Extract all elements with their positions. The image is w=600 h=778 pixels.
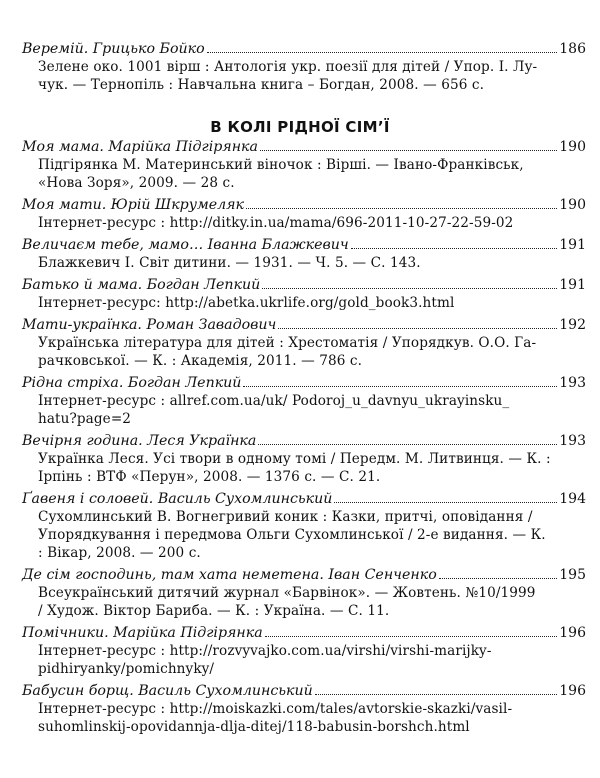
entry-source	[38, 392, 586, 428]
entry-title: Вечірня година. Леся Українка	[22, 433, 257, 449]
source-line: Сухомлинський В. Вогнегривий коник : Казки, притчі, оповідання /	[38, 509, 533, 525]
page-number: 190	[559, 197, 586, 213]
source-line: : Вікар, 2008. — 200 с.	[38, 545, 201, 561]
toc-entry	[22, 316, 586, 370]
entry-source	[38, 156, 586, 192]
entry-source	[38, 214, 586, 232]
entry-title: Моя мати. Юрій Шкрумеляк	[22, 197, 245, 213]
toc-entry	[22, 236, 586, 272]
entry-title: Бабусин борщ. Василь Сухомлинський	[22, 683, 313, 699]
entry-title: Моя мама. Марійка Підгірянка	[22, 139, 258, 155]
entry-source	[38, 700, 586, 736]
dot-leader	[246, 207, 557, 209]
source-line: Блажкевич І. Світ дитини. — 1931. — Ч. 5. — С. 143.	[38, 255, 421, 271]
toc-entry	[22, 682, 586, 736]
dot-leader	[334, 501, 557, 503]
toc-entry	[22, 196, 586, 232]
dot-leader	[258, 443, 557, 445]
entry-source	[38, 254, 586, 272]
toc-entry	[22, 490, 586, 562]
dot-leader	[243, 385, 557, 387]
source-line: рачковської. — К. : Академія, 2011. — 786 с.	[38, 353, 362, 369]
page-number: 193	[559, 375, 586, 391]
dot-leader	[265, 635, 558, 637]
entry-title-line	[22, 40, 586, 58]
entry-title: Батько й мама. Богдан Лепкий	[22, 277, 261, 293]
page-number: 196	[559, 625, 586, 641]
page-number: 191	[559, 237, 586, 253]
dot-leader	[439, 577, 558, 579]
source-line: pidhiryanky/pomichnyky/	[38, 661, 215, 677]
toc-entry	[22, 566, 586, 620]
source-line: Зелене око. 1001 вірш : Антологія укр. поезії для дітей / Упор. І. Лу-	[38, 59, 538, 75]
toc-entry	[22, 374, 586, 428]
dot-leader	[278, 327, 557, 329]
entry-source	[38, 294, 586, 312]
source-line: чук. — Тернопіль : Навчальна книга – Богдан, 2008. — 656 с.	[38, 77, 484, 93]
dot-leader	[207, 51, 558, 53]
source-line: Ірпінь : ВТФ «Перун», 2008. — 1376 с. — С. 21.	[38, 469, 381, 485]
page-number: 196	[559, 683, 586, 699]
entry-source	[38, 450, 586, 486]
source-line: Українка Леся. Усі твори в одному томі / Передм. М. Литвинця. — К. :	[38, 451, 551, 467]
entry-title: Де сім господинь, там хата неметена. Іван Сенченко	[22, 567, 437, 583]
source-line: / Худож. Віктор Бариба. — К. : Україна. — С. 11.	[38, 603, 390, 619]
section-heading: В КОЛІ РІДНОЇ СІМ’Ї	[210, 118, 390, 136]
source-line: suhomlinskij-opovidannja-dlja-ditej/118-babusin-borshch.html	[38, 719, 470, 735]
page-number: 186	[559, 41, 586, 57]
page-number: 194	[559, 491, 586, 507]
entry-source	[38, 334, 586, 370]
source-line: Інтернет-ресурс : allref.com.ua/uk/ Podoroj_u_davnyu_ukrayinsku_	[38, 393, 510, 409]
dot-leader	[260, 149, 557, 151]
entry-title: Веремій. Грицько Бойко	[22, 41, 205, 57]
source-line: «Нова Зоря», 2009. — 28 с.	[38, 175, 235, 191]
page-number: 192	[559, 317, 586, 333]
entry-source	[38, 58, 586, 94]
toc-entry	[22, 624, 586, 678]
source-line: Упорядкування і передмова Ольги Сухомлинської / 2-е видання. — К.	[38, 527, 546, 543]
dot-leader	[262, 287, 557, 289]
source-line: Інтернет-ресурс : http://moiskazki.com/tales/avtorskie-skazki/vasil-	[38, 701, 513, 717]
page-number: 190	[559, 139, 586, 155]
toc-entry-top	[22, 40, 586, 94]
source-line: Українська література для дітей : Хрестоматія / Упорядкув. О.О. Га-	[38, 335, 537, 351]
source-line: Інтернет-ресурс : http://rozvyvajko.com.ua/virshi/virshi-marijky-	[38, 643, 492, 659]
source-line: Інтернет-ресурс : http://ditky.in.ua/mama/696-2011-10-27-22-59-02	[38, 215, 514, 231]
entry-title: Помічники. Марійка Підгірянка	[22, 625, 263, 641]
page-number: 193	[559, 433, 586, 449]
dot-leader	[351, 247, 558, 249]
page-number: 191	[559, 277, 586, 293]
source-line: Підгірянка М. Материнський віночок : Вірші. — Івано-Франківськ,	[38, 157, 524, 173]
entry-source	[38, 642, 586, 678]
source-line: hatu?page=2	[38, 411, 132, 427]
source-line: Інтернет-ресурс: http://abetka.ukrlife.org/gold_book3.html	[38, 295, 455, 311]
entry-title: Величаєм тебе, мамо… Іванна Блажкевич	[22, 237, 349, 253]
entry-title: Рідна стріха. Богдан Лепкий	[22, 375, 242, 391]
toc-entry	[22, 276, 586, 312]
entry-title: Мати-українка. Роман Завадович	[22, 317, 277, 333]
dot-leader	[315, 693, 557, 695]
entry-source	[38, 508, 586, 562]
entry-source	[38, 584, 586, 620]
source-line: Всеукраїнський дитячий журнал «Барвінок». — Жовтень. №10/1999	[38, 585, 536, 601]
toc-entry	[22, 138, 586, 192]
entry-title: Ґавеня і соловей. Василь Сухомлинський	[22, 491, 333, 507]
toc-entry	[22, 432, 586, 486]
page-number: 195	[559, 567, 586, 583]
